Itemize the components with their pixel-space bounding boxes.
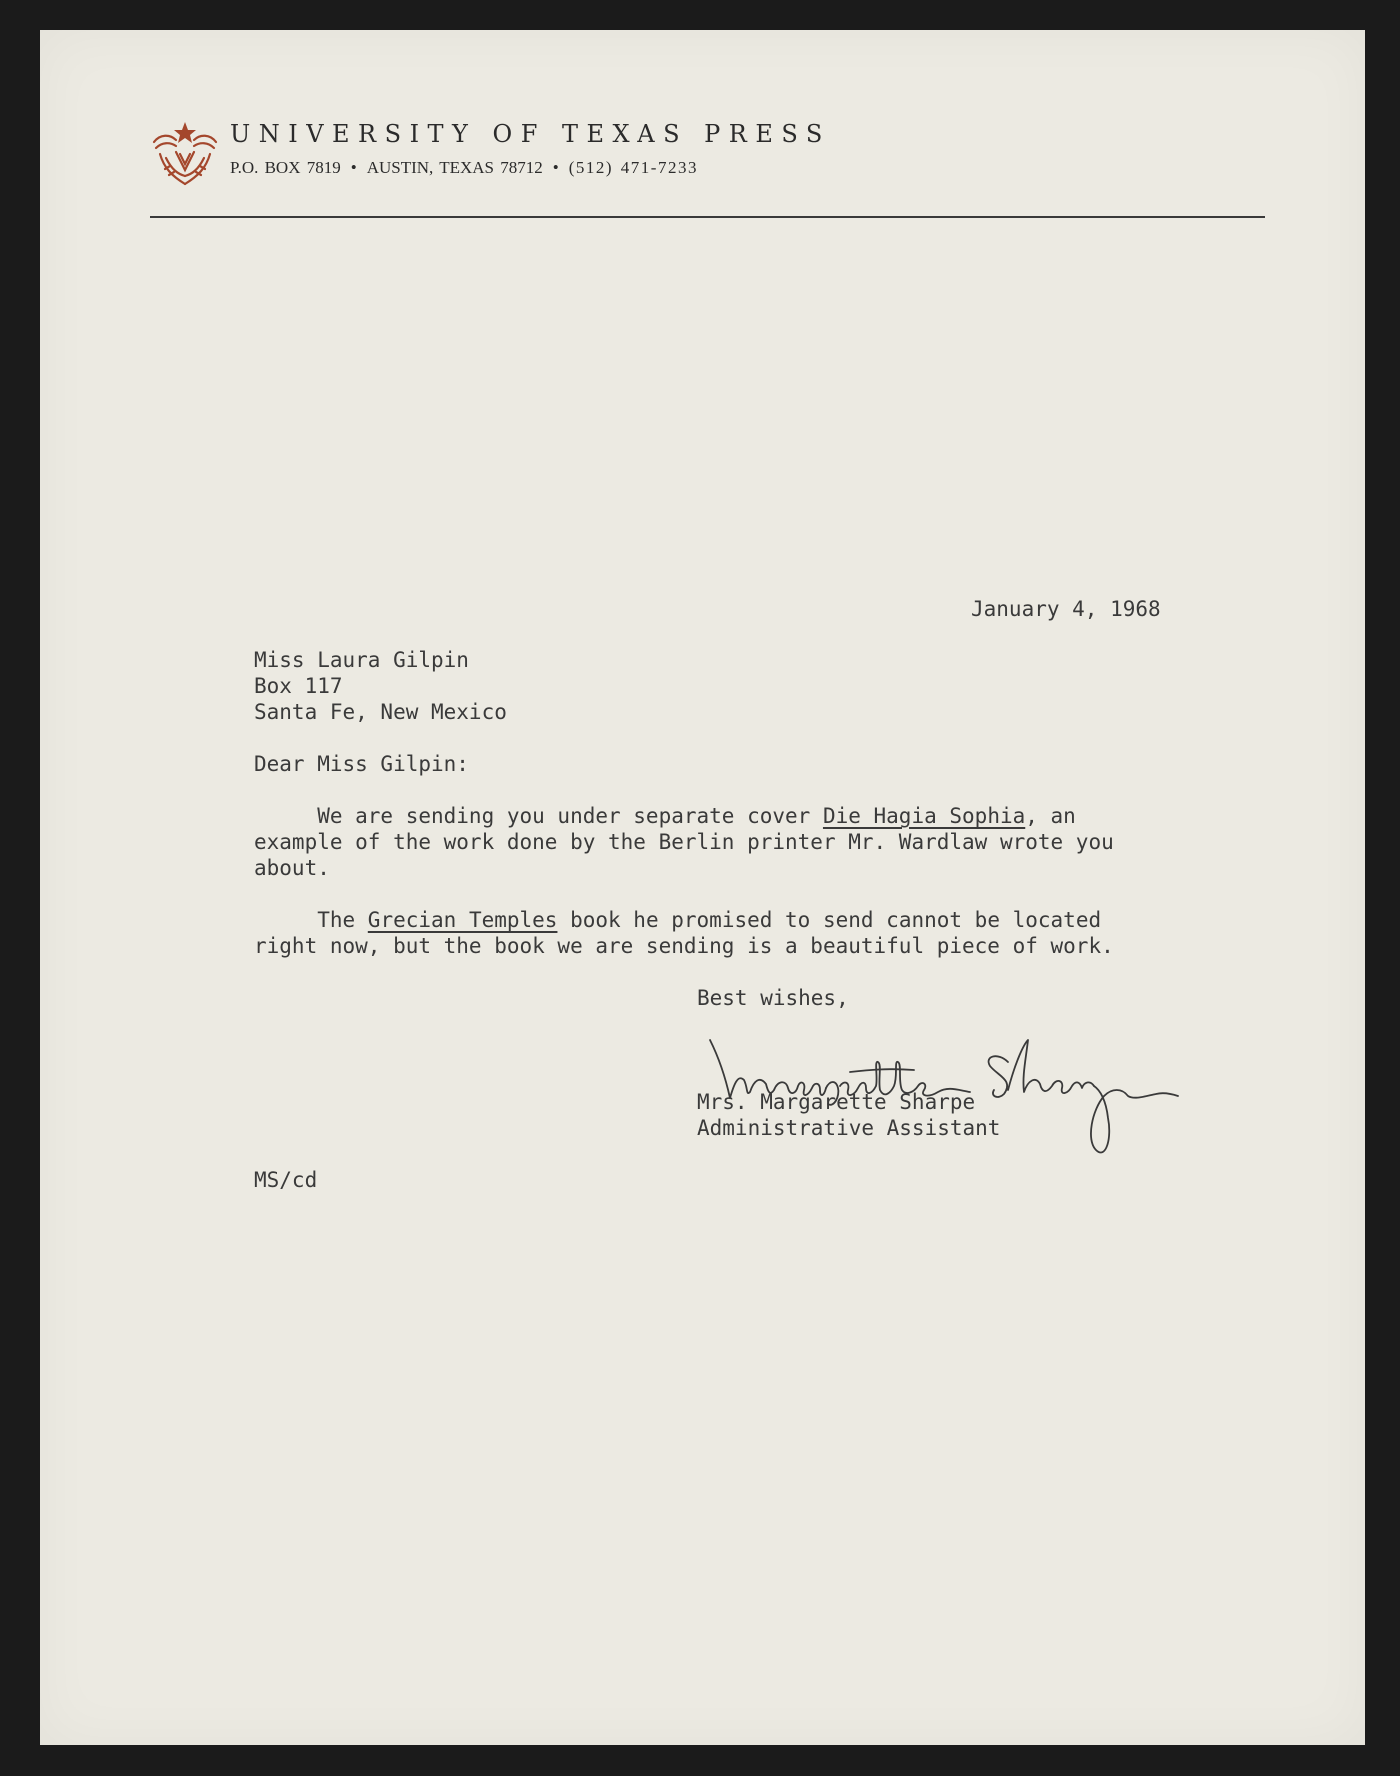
letter-date: January 4, 1968: [971, 597, 1161, 621]
reference-initials: MS/cd: [254, 1168, 318, 1192]
closing: Best wishes,: [697, 986, 849, 1010]
paragraph-text: , an: [1025, 804, 1076, 828]
paragraph-1-line-2: example of the work done by the Berlin printer Mr. Wardlaw wrote you: [254, 830, 1114, 854]
organization-name: UNIVERSITY OF TEXAS PRESS: [230, 120, 831, 148]
signer-title: Administrative Assistant: [697, 1116, 1001, 1140]
university-seal-logo: [150, 118, 220, 190]
signer-name: Mrs. Margarette Sharpe: [697, 1090, 976, 1114]
bullet-separator: •: [350, 158, 357, 177]
book-title-grecian-temples: Grecian Temples: [367, 908, 558, 932]
letter-page: [40, 30, 1365, 1745]
paragraph-1-line-1: [254, 803, 1076, 829]
recipient-address-line: Box 117: [254, 674, 343, 698]
paragraph-text: We are sending you under separate cover: [254, 804, 823, 828]
book-title-die-hagia-sophia: Die Hagia Sophia: [822, 804, 1026, 828]
recipient-city-line: Santa Fe, New Mexico: [254, 700, 507, 724]
paragraph-1-line-3: about.: [254, 856, 330, 880]
letterhead-divider: [150, 216, 1265, 218]
paragraph-text: book he promised to send cannot be located: [557, 908, 1102, 932]
bullet-separator: •: [552, 158, 559, 177]
paragraph-2-line-1: [254, 907, 1101, 933]
paragraph-2-line-2: right now, but the book we are sending is a beautiful piece of work.: [254, 934, 1114, 958]
salutation: Dear Miss Gilpin:: [254, 752, 469, 776]
phone-number: (512) 471-7233: [568, 158, 698, 177]
city-state: AUSTIN, TEXAS 78712: [366, 158, 543, 177]
paragraph-text: The: [254, 908, 368, 932]
recipient-name: Miss Laura Gilpin: [254, 648, 469, 672]
organization-address: [230, 158, 698, 178]
po-box: P.O. BOX 7819: [230, 158, 341, 177]
